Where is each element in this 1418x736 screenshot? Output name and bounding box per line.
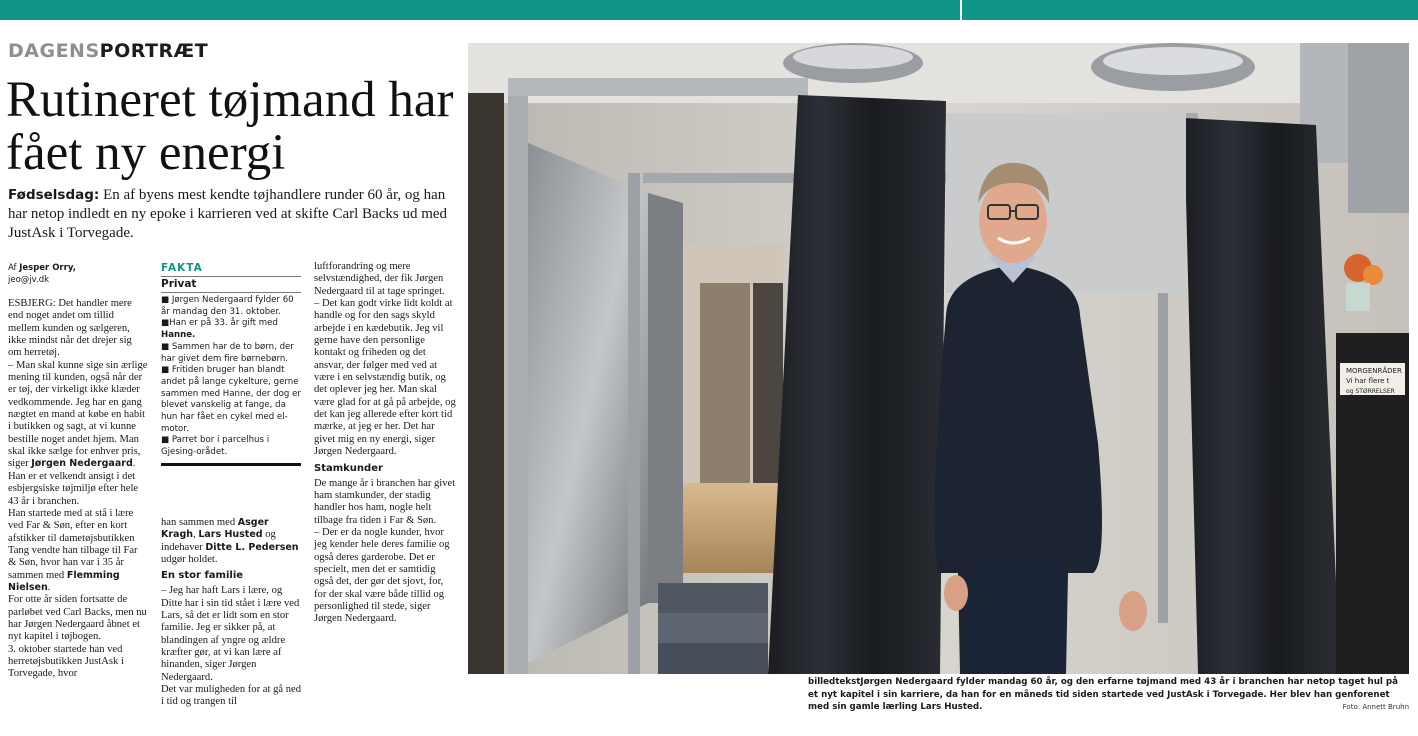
person-name: Jørgen Nedergaard bbox=[31, 458, 133, 470]
fact-title: Privat bbox=[161, 277, 301, 293]
person-name: Flemming Nielsen bbox=[8, 569, 120, 593]
lead-label: Fødselsdag: bbox=[8, 187, 100, 203]
fact-label: FAKTA bbox=[161, 262, 301, 277]
subheading: Stamkunder bbox=[314, 462, 383, 474]
byline-email[interactable]: jeo@jv.dk bbox=[8, 275, 50, 285]
body-paragraph: luftforandring og mere selvstændighed, der fik Jørgen Nedergaard til at tage springet. bbox=[314, 261, 445, 297]
body-paragraph: han sammen med Asger Kragh, Lars Husted og indehaver Ditte L. Pedersen udgør holdet. bbox=[161, 517, 299, 566]
headline: Rutineret tøjmand har fået ny energi bbox=[6, 72, 454, 181]
fact-item: ■ Parret bor i parcelhus i Gjesing-orådet. bbox=[161, 435, 270, 458]
top-accent-bar bbox=[0, 0, 1418, 20]
body-paragraph: – Det kan godt virke lidt koldt at handle og for den sags skyld arbejde i en kædebutik. Jeg vil gerne have den personlige kontakt og friheden og det ansvar, der følger med ved at være i en selvstændig butik, og det oplever jeg her. Man skal være glad for at gå på arbejde, og det kan jeg allerede efter kort tid mærke, at jeg er her. Det har givet mig en ny energi, siger Jørgen Nedergaard. bbox=[314, 298, 456, 458]
top-bar-divider bbox=[960, 0, 962, 20]
body-paragraph: Han startede med at stå i lære ved Far & Søn, efter en kort afstikker til dametøjsbutikken Tang vendte han tilbage til Far & Søn, hvor han var i 35 år sammen med Flemming Nielsen. bbox=[8, 507, 138, 593]
sign-line-1: MORGENRÅDER bbox=[1346, 367, 1402, 375]
subheading: En stor familie bbox=[161, 570, 244, 582]
fact-item: ■ Sammen har de to børn, der har givet dem fire børnebørn. bbox=[161, 341, 294, 364]
kicker-part-2: PORTRÆT bbox=[99, 40, 209, 62]
body-paragraph: – Man skal kunne sige sin ærlige mening til kunden, også når der er tøj, der virkeligt ikke klæder vedkommende. Jeg har en gang nægtet en mand at købe en habit i butikken og sagt, at vi kunne bestille noget andet hjem. Man skal ikke sælge for enhver pris, siger Jørgen Nedergaard. bbox=[8, 359, 148, 470]
article-column-2 bbox=[161, 517, 302, 709]
byline-author: Jesper Orry, bbox=[19, 263, 76, 273]
body-paragraph: – Der er da nogle kunder, hvor jeg kender hele deres familie og også deres garderobe. Det er specielt, men det er samtidig også det, der gør det sjovt, for, for der skal være både tillid og personlighed til stede, siger Jørgen Nedergaard. bbox=[314, 526, 450, 625]
photo-caption: billedtekstJørgen Nedergaard fylder mandag 60 år, og den erfarne tøjmand med 43 år i branchen har netop taget hul på et nyt kapitel i sin karriere, da han for en måneds tid siden startede ved JustAsk i Torvegade. Her blev han genforenet med sin gamle lærling Lars Husted. bbox=[808, 677, 1399, 713]
body-paragraph: For otte år siden fortsatte de parløbet ved Carl Backs, men nu har Jørgen Nedergaard åbnet et nyt kapitel i tøjbogen. bbox=[8, 594, 147, 643]
sign-line-2: Vi har flere t bbox=[1346, 377, 1390, 385]
byline bbox=[8, 262, 148, 286]
fact-box-bottom-rule bbox=[161, 463, 301, 466]
body-paragraph: 3. oktober startede han ved herretøjsbutikken JustAsk i Torvegade, hvor bbox=[8, 643, 124, 680]
fact-box bbox=[161, 262, 301, 466]
section-kicker bbox=[8, 40, 208, 62]
article-column-1 bbox=[8, 298, 148, 681]
body-paragraph: Han er et velkendt ansigt i det esbjergsiske tøjmiljø efter hele 43 år i branchen. bbox=[8, 470, 139, 507]
photo-credit: Foto: Annett Bruhn bbox=[1342, 703, 1409, 711]
photo-illustration bbox=[468, 43, 1409, 674]
article-column-3 bbox=[314, 261, 456, 626]
person-name: Ditte L. Pedersen bbox=[205, 541, 299, 553]
lead-paragraph bbox=[8, 186, 456, 243]
body-paragraph: De mange år i branchen har givet ham stamkunder, der stadig handler hos ham, nogle helt tilbage fra tiden i Far & Søn. bbox=[314, 477, 456, 526]
fact-item: ■ Jørgen Nedergaard fylder 60 år mandag den 31. oktober. bbox=[161, 295, 294, 317]
body-paragraph: Det var muligheden for at gå ned i tid og trangen til bbox=[161, 684, 302, 708]
article-photo bbox=[468, 43, 1409, 674]
byline-prefix: Af bbox=[8, 263, 20, 273]
sign-line-3: og STØRRELSER bbox=[1346, 388, 1395, 395]
lead-text: En af byens mest kendte tøjhandlere runder 60 år, og han har netop indledt en ny epoke i karrieren ved at skifte Carl Backs ud med JustAsk i Torvegade. bbox=[8, 187, 448, 241]
fact-item: ■Han er på 33. år gift med Hanne. bbox=[161, 318, 278, 341]
person-name: Lars Husted bbox=[198, 529, 263, 541]
body-paragraph: ESBJERG: Det handler mere end noget andet om tillid mellem kunden og sælgeren, ikke mindst når det drejer sig om herretøj. bbox=[8, 298, 132, 359]
kicker-part-1: DAGENS bbox=[8, 40, 100, 62]
fact-item: ■ Fritiden bruger han blandt andet på lange cykelture, gerne sammen med Hanne, der dog er blevet vanskelig at fange, da hun har fået en cykel med el-motor. bbox=[161, 365, 301, 434]
body-paragraph: – Jeg har haft Lars i lære, og Ditte har i sin tid stået i lære ved Lars, så det er lidt som en stor familie. Jeg er sikker på, at blandingen af yngre og ældre kræfter gør, at vi kan lære af hinanden, siger Jørgen Nedergaard. bbox=[161, 585, 300, 683]
person-name: Asger Kragh bbox=[161, 517, 269, 541]
